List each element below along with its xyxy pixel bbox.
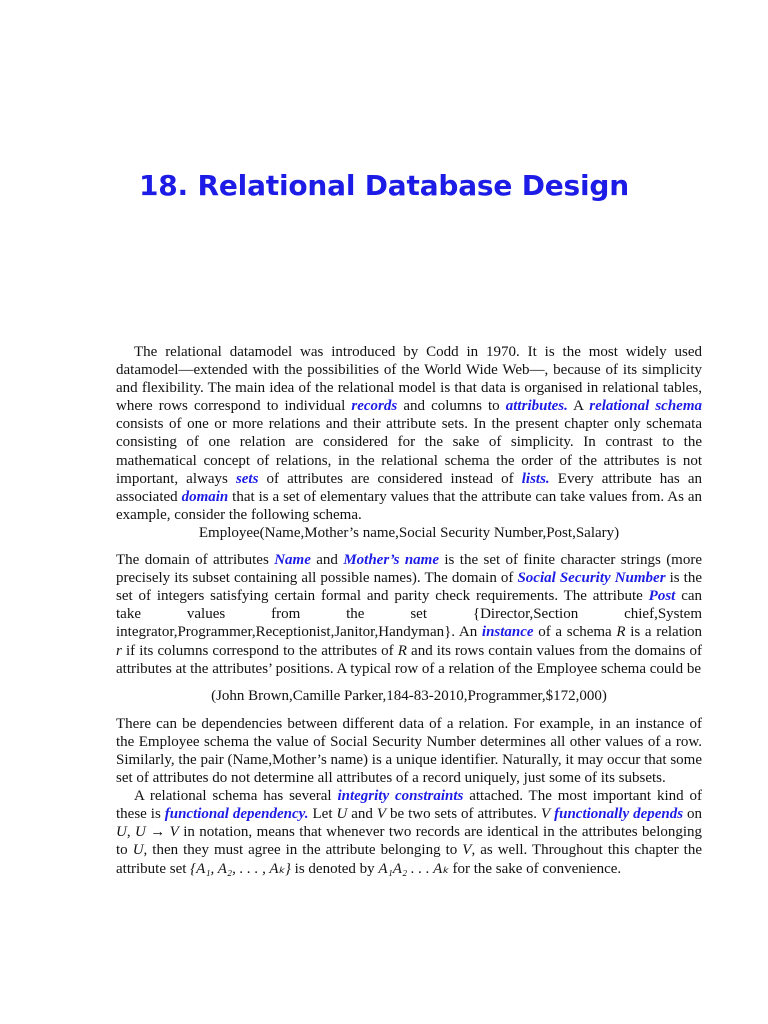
text-run: and (351, 806, 373, 823)
math-var: r (116, 642, 122, 659)
text-run: and its rows contain values from the domains of attributes at the attributes’ positions. A typical row of a relation of the Employee schema could be (116, 642, 703, 677)
text-run: in notation, means that whenever two records are identical in the attributes belonging to (116, 824, 703, 859)
paragraph-dependencies: There can be dependencies between different data of a relation. For example, in an instance of the Employee schema the value of Social Security Number determines all other values of a row. Similarly, the pair (Name,Mother’s name) is a unique identifier. Naturally, it may occur that some set of attributes do not determine all attributes of a record uniquely, just some of its subsets. (116, 715, 702, 787)
term-sets: sets (235, 470, 259, 487)
math-var: V (540, 806, 551, 823)
text-run: The relational datamodel was introduced by Codd in 1970. It is the most widely used datamodel—extended with the possibilities of the World Wide Web—, because of its simplicity and flexibility. The main idea of the relational model is that data is organised in relational tables, where rows correspond to individual (116, 344, 702, 415)
math-var: U (116, 824, 127, 841)
body-text (116, 343, 702, 878)
text-run: on (687, 806, 703, 823)
text-run: attached. The most important kind of these is (116, 788, 703, 823)
text-run: Every attribute has an associated (116, 470, 703, 505)
text-run: Let (312, 806, 333, 823)
term-lists: lists. (521, 470, 550, 487)
math-expression: {A₁, A₂, . . . , Aₖ} (190, 860, 291, 877)
term-functionally-depends: functionally depends (554, 806, 684, 823)
math-var: U (336, 806, 348, 823)
paragraph-intro (116, 343, 702, 524)
term-post: Post (648, 588, 676, 605)
text-run: and columns to (403, 398, 500, 415)
math-expression: A₁A₂ . . . Aₖ (378, 860, 449, 877)
paragraph-domains (116, 551, 702, 678)
term-name: Name (274, 552, 311, 569)
text-run: is a relation (630, 624, 703, 641)
math-var: U (132, 842, 144, 859)
term-records: records (351, 398, 398, 415)
text-run: The domain of attributes (116, 552, 269, 569)
term-relational-schema: relational schema (589, 398, 703, 415)
text-run: be two sets of attributes. (390, 806, 538, 823)
schema-example: Employee(Name,Mother’s name,Social Security Number,Post,Salary) (198, 524, 620, 541)
term-social-security-number: Social Security Number (517, 570, 666, 587)
math-var: V (376, 806, 387, 823)
term-domain: domain (181, 488, 229, 505)
text-run: and (316, 552, 338, 569)
text-run: is denoted by (294, 860, 375, 877)
text-run: consists of one or more relations and their attribute sets. In the present chapter only schemata consisting of one relation are considered for the sake of simplicity. In contrast to the mathematical concept of relations, in the relational schema the order of the attributes is not important, always (116, 416, 702, 487)
text-run: , as well. Throughout this chapter the attribute set (116, 842, 702, 877)
chapter-title: 18. Relational Database Design (138, 169, 630, 202)
term-integrity-constraints: integrity constraints (337, 788, 464, 805)
row-example: (John Brown,Camille Parker,184-83-2010,Programmer,$172,000) (211, 687, 607, 704)
math-var: R (397, 642, 407, 659)
text-run: A relational schema has several (134, 788, 332, 805)
paragraph-functional-dependency (116, 787, 702, 877)
text-run: is the set of finite character strings (more precisely its subset containing all possible names). The domain of (116, 552, 703, 587)
term-attributes: attributes. (505, 398, 568, 415)
text-run: of attributes are considered instead of (266, 470, 514, 487)
math-expression: U → V (135, 824, 179, 841)
text-run: if its columns correspond to the attributes of (125, 642, 394, 659)
term-mothers-name: Mother’s name (343, 552, 439, 569)
text-run: that is a set of elementary values that the attribute can take values from. As an example, consider the following schema. (116, 488, 703, 523)
text-run: A (573, 398, 584, 415)
text-run: can take values from the set {Director,Section chief,System integrator,Programmer,Receptionist,Janitor,Handyman}. An (116, 588, 703, 641)
text-run: for the sake of convenience. (452, 860, 622, 877)
text-run: , (126, 824, 131, 841)
math-var: V (462, 842, 472, 859)
math-var: R (616, 624, 626, 641)
term-instance: instance (481, 624, 534, 641)
text-run: is the set of integers satisfying certain formal and parity check requirements. The attribute (116, 570, 702, 605)
term-functional-dependency: functional dependency. (164, 806, 309, 823)
text-run: of a schema (538, 624, 612, 641)
text-run: , then they must agree in the attribute belonging to (143, 842, 458, 859)
